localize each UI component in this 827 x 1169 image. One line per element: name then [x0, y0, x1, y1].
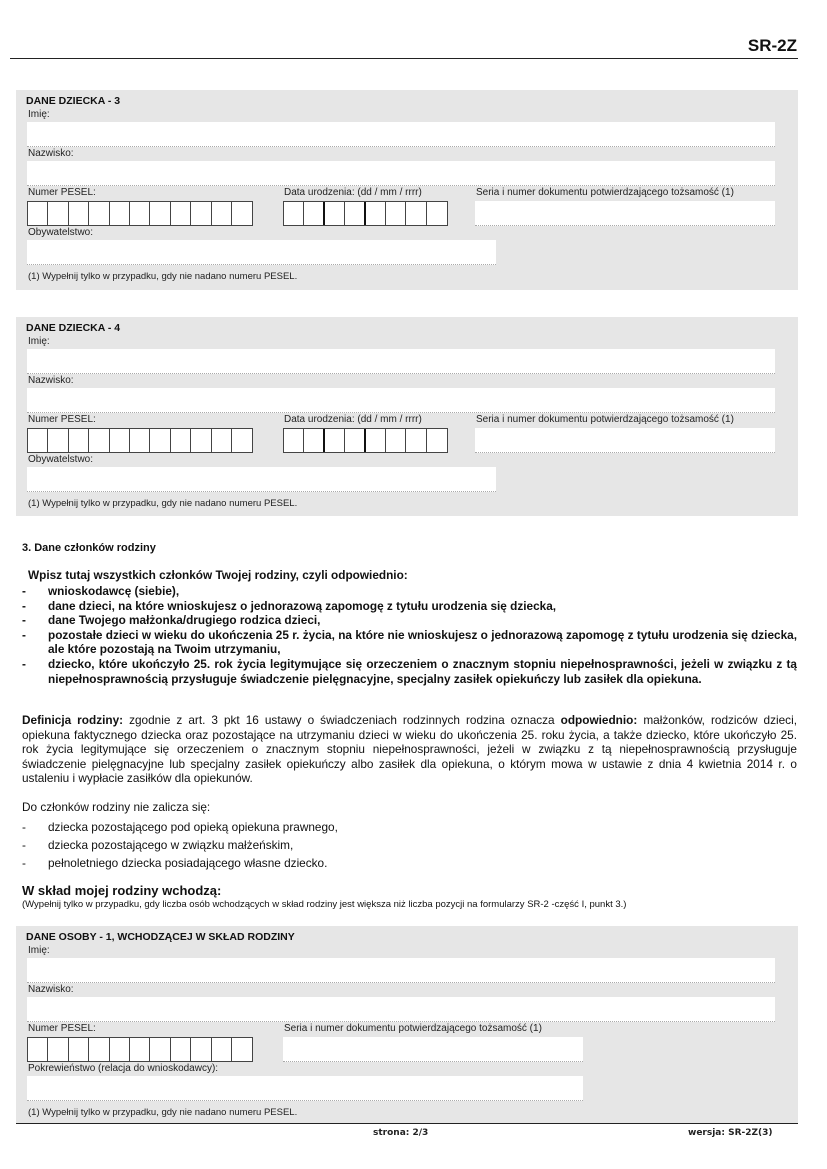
form-code: SR-2Z	[747, 36, 797, 55]
relation-input[interactable]	[27, 1076, 583, 1101]
first-name-input[interactable]	[27, 958, 775, 983]
family-members-list	[22, 584, 797, 686]
list-item: - dane dzieci, na które wnioskujesz o jednorazową zapomogę z tytułu urodzenia się dziecka,	[22, 598, 557, 613]
pesel-input[interactable]	[27, 201, 253, 226]
footnote: (1) Wypełnij tylko w przypadku, gdy nie nadano numeru PESEL.	[28, 1107, 298, 1118]
first-name-input[interactable]	[27, 122, 775, 147]
relation-label: Pokrewieństwo (relacja do wnioskodawcy):	[28, 1063, 219, 1074]
child-panel-4	[16, 317, 798, 516]
list-item: - dziecko, które ukończyło 25. rok życia legitymujące się orzeczeniem o znacznym stopniu niepełnosprawności, jeżeli w związku z tą niepełnosprawnością przysługuje świadczenie pielęgnacyjne, specjalny zasiłek opiekuńczy lub zasiłek dla opiekuna.	[22, 656, 797, 686]
citizenship-label: Obywatelstwo:	[28, 454, 94, 465]
last-name-input[interactable]	[27, 997, 775, 1022]
child-panel-3	[16, 90, 798, 290]
composition-heading: W skład mojej rodziny wchodzą:	[22, 883, 222, 898]
id-doc-input[interactable]	[283, 1037, 583, 1062]
form-version: wersja: SR-2Z(3)	[688, 1128, 773, 1138]
footnote: (1) Wypełnij tylko w przypadku, gdy nie nadano numeru PESEL.	[28, 271, 298, 282]
id-doc-input[interactable]	[475, 428, 775, 453]
first-name-input[interactable]	[27, 349, 775, 374]
citizenship-label: Obywatelstwo:	[28, 227, 94, 238]
id-doc-label: Seria i numer dokumentu potwierdzającego tożsamość (1)	[284, 1023, 542, 1034]
last-name-input[interactable]	[27, 161, 775, 186]
citizenship-input[interactable]	[27, 240, 496, 265]
section-title: 3. Dane członków rodziny	[22, 542, 156, 554]
list-item: - pełnoletniego dziecka posiadającego własne dziecko.	[22, 856, 328, 870]
last-name-label: Nazwisko:	[28, 148, 74, 159]
last-name-label: Nazwisko:	[28, 375, 74, 386]
pesel-label: Numer PESEL:	[28, 187, 96, 198]
header-divider	[10, 58, 798, 59]
birth-date-input[interactable]	[283, 201, 448, 226]
id-doc-label: Seria i numer dokumentu potwierdzającego tożsamość (1)	[476, 187, 734, 198]
panel-title: DANE OSOBY - 1, WCHODZĄCEJ W SKŁAD RODZINY	[26, 931, 295, 943]
id-doc-label: Seria i numer dokumentu potwierdzającego tożsamość (1)	[476, 414, 734, 425]
family-definition: Definicja rodziny: zgodnie z art. 3 pkt 16 ustawy o świadczeniach rodzinnych rodzina oznacza odpowiednio: małżonków, rodziców dzieci, opiekuna faktycznego dziecka oraz pozostające na utrzymaniu dzieci w wieku do ukończenia 25. roku życia, a także dziecko, które ukończyło 25. rok życia legitymujące się orzeczeniem o znacznym stopniu niepełnosprawności, jeżeli w związku z tą niepełnosprawnością przysługuje świadczenie pielęgnacyjne lub specjalny zasiłek opiekuńczy albo zasiłek dla opiekuna, o którym mowa w ustawie z dnia 4 kwietnia 2014 r. o ustaleniu i wypłacie zasiłków dla opiekunów.	[22, 713, 797, 786]
footnote: (1) Wypełnij tylko w przypadku, gdy nie nadano numeru PESEL.	[28, 498, 298, 509]
panel-title: DANE DZIECKA - 3	[26, 95, 121, 107]
id-doc-input[interactable]	[475, 201, 775, 226]
list-item: - dziecka pozostającego w związku małżeńskim,	[22, 838, 294, 852]
person-panel-1	[16, 926, 798, 1123]
exclusions-list	[22, 818, 338, 872]
first-name-label: Imię:	[28, 109, 50, 120]
panel-title: DANE DZIECKA - 4	[26, 322, 121, 334]
last-name-label: Nazwisko:	[28, 984, 74, 995]
composition-note: (Wypełnij tylko w przypadku, gdy liczba osób wchodzących w skład rodziny jest większa niż liczba pozycji na formularzy SR-2 -część I, punkt 3.)	[22, 899, 627, 910]
footer-divider	[16, 1123, 798, 1124]
exclusions-title: Do członków rodziny nie zalicza się:	[22, 800, 211, 814]
birth-date-input[interactable]	[283, 428, 448, 453]
birth-date-label: Data urodzenia: (dd / mm / rrrr)	[284, 414, 422, 425]
pesel-input[interactable]	[27, 1037, 253, 1062]
pesel-input[interactable]	[27, 428, 253, 453]
pesel-label: Numer PESEL:	[28, 1023, 96, 1034]
list-item: - wnioskodawcę (siebie),	[22, 584, 180, 598]
list-item: - pozostałe dzieci w wieku do ukończenia 25 r. życia, na które nie wnioskujesz o jednorazową zapomogę z tytułu urodzenia się dziecka, ale które pozostają na Twoim utrzymaniu,	[22, 627, 797, 657]
page-number: strona: 2/3	[373, 1128, 429, 1138]
pesel-label: Numer PESEL:	[28, 414, 96, 425]
list-item: - dziecka pozostającego pod opieką opiekuna prawnego,	[22, 820, 338, 834]
list-item: - dane Twojego małżonka/drugiego rodzica dzieci,	[22, 613, 321, 628]
family-intro: Wpisz tutaj wszystkich członków Twojej rodziny, czyli odpowiednio:	[28, 568, 408, 582]
citizenship-input[interactable]	[27, 467, 496, 492]
first-name-label: Imię:	[28, 945, 50, 956]
birth-date-label: Data urodzenia: (dd / mm / rrrr)	[284, 187, 422, 198]
first-name-label: Imię:	[28, 336, 50, 347]
last-name-input[interactable]	[27, 388, 775, 413]
